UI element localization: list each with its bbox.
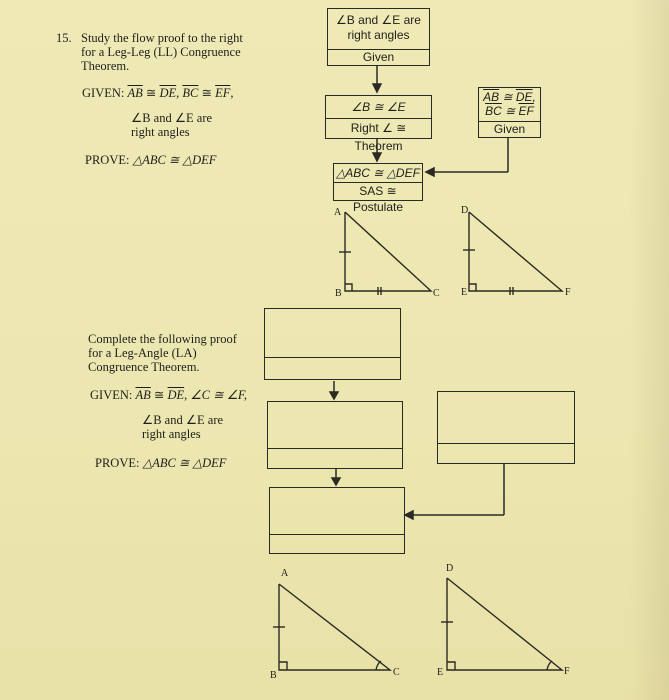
problem15-intro-line3: Theorem. bbox=[81, 59, 130, 73]
vertex-label-f: F bbox=[565, 287, 571, 298]
segment-de: $\overline{DE}$ bbox=[159, 86, 177, 100]
segment-de: $\overline{DE}$ bbox=[515, 90, 533, 104]
given-label: GIVEN: bbox=[90, 388, 133, 402]
given-tail: , bbox=[230, 86, 234, 100]
prove-label: PROVE: bbox=[95, 456, 140, 470]
angle-mark-c bbox=[376, 661, 381, 670]
problem15-given-angles-line1: ∠B and ∠E are bbox=[131, 111, 213, 125]
problem16-intro-line1: Complete the following proof bbox=[88, 332, 237, 346]
segment-bc: $\overline{BC}$ bbox=[182, 86, 199, 100]
segment-de: $\overline{DE}$ bbox=[167, 388, 185, 402]
flow-box-statement: △ABC ≅ △DEF bbox=[336, 166, 420, 180]
problem16-given-angles-line1: ∠B and ∠E are bbox=[142, 413, 224, 427]
vertex-label-a: A bbox=[334, 207, 342, 218]
vertex-label-d: D bbox=[461, 205, 469, 216]
problem15-given: GIVEN: $\overline{AB}$ ≅ $\overline{DE}$, $\overline{BC}$ ≅ $\overline{EF}$, bbox=[82, 86, 234, 100]
vertex-label-b: B bbox=[335, 288, 342, 299]
problem-number: 15. bbox=[56, 31, 72, 45]
vertex-label-e: E bbox=[461, 287, 468, 298]
flow-box-reason: Given bbox=[479, 121, 540, 137]
right-angle-mark-b bbox=[279, 662, 287, 670]
flow-box-statement-line1: ∠B and ∠E are bbox=[336, 13, 421, 27]
vertex-label-f: F bbox=[564, 666, 570, 677]
flow-box-statement-line2: right angles bbox=[347, 28, 410, 42]
prove-statement: △ABC ≅ △DEF bbox=[142, 456, 227, 470]
problem15-intro-line2: for a Leg-Leg (LL) Congruence bbox=[81, 45, 241, 59]
segment-bc: $\overline{BC}$ bbox=[485, 104, 502, 118]
problem15-intro-line1: Study the flow proof to the right bbox=[81, 31, 243, 45]
given-label: GIVEN: bbox=[82, 86, 125, 100]
flow-box-statement-line1: $\overline{AB}$ ≅ $\overline{DE}$, bbox=[483, 90, 536, 104]
problem16-given-angles-line2: right angles bbox=[142, 427, 201, 441]
triangle-abc bbox=[279, 584, 390, 670]
prove-statement: △ABC ≅ △DEF bbox=[132, 153, 217, 167]
segment-ab: $\overline{AB}$ bbox=[135, 388, 151, 402]
vertex-label-d: D bbox=[446, 563, 454, 574]
segment-ef: $\overline{EF}$ bbox=[215, 86, 231, 100]
flow-box-reason: Given bbox=[328, 49, 429, 65]
segment-ab: $\overline{AB}$ bbox=[483, 90, 500, 104]
vertex-label-b: B bbox=[270, 670, 277, 681]
flow-box-reason: Right ∠ ≅ Theorem bbox=[326, 118, 431, 137]
vertex-label-e: E bbox=[437, 667, 444, 678]
problem16-intro-line2: for a Leg-Angle (LA) bbox=[88, 346, 197, 360]
vertex-label-c: C bbox=[433, 288, 440, 299]
triangle-def bbox=[447, 578, 562, 670]
vertex-label-a: A bbox=[281, 568, 289, 579]
problem16-intro-line3: Congruence Theorem. bbox=[88, 360, 200, 374]
flow-box-statement: ∠B ≅ ∠E bbox=[351, 100, 406, 114]
problem16-given: GIVEN: $\overline{AB}$ ≅ $\overline{DE}$, ∠C ≅ ∠F, bbox=[90, 388, 248, 402]
segment-ef: $\overline{EF}$ bbox=[518, 104, 534, 118]
angle-mark-f bbox=[547, 661, 552, 670]
right-angle-mark-e bbox=[447, 662, 455, 670]
flow-box-reason: SAS ≅ Postulate bbox=[334, 182, 422, 199]
segment-ab: $\overline{AB}$ bbox=[127, 86, 143, 100]
given-angle-congruence: ∠C ≅ ∠F, bbox=[190, 388, 248, 402]
problem15-given-angles-line2: right angles bbox=[131, 125, 190, 139]
flow-box-statement-line2: $\overline{BC}$ ≅ $\overline{EF}$ bbox=[485, 104, 534, 118]
prove-label: PROVE: bbox=[85, 153, 130, 167]
vertex-label-c: C bbox=[393, 667, 400, 678]
